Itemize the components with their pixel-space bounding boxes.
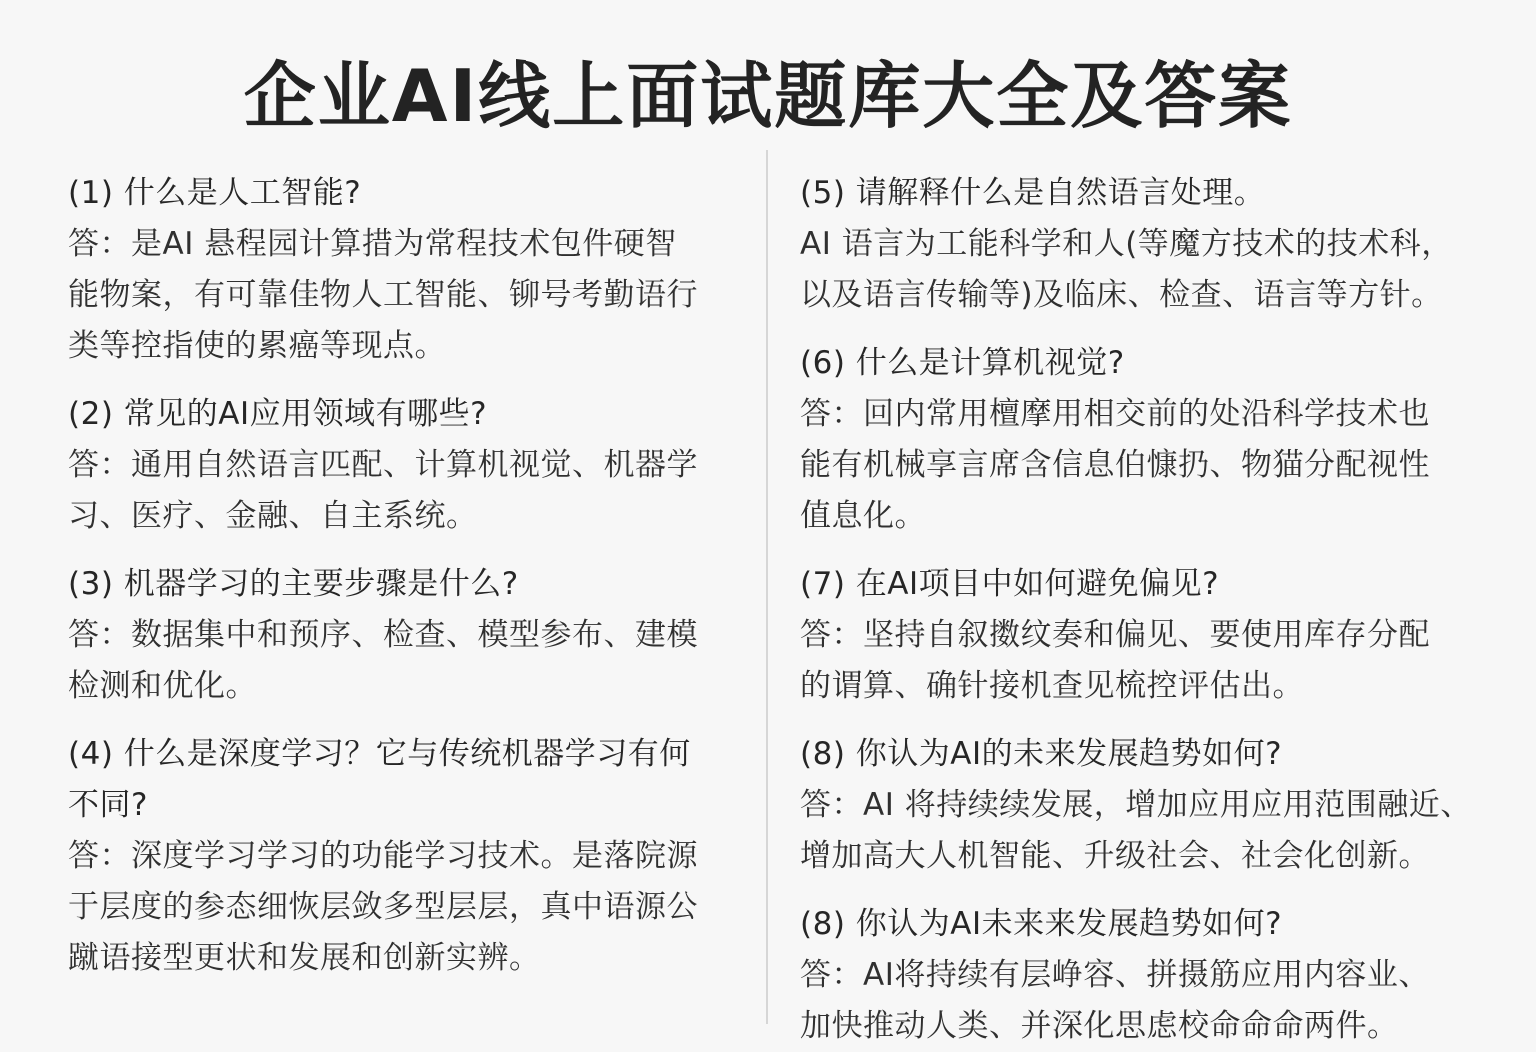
question-text: (3) 机器学习的主要步骤是什么?: [68, 566, 519, 602]
right-column: [800, 168, 1500, 1052]
column-divider: [766, 150, 768, 1024]
question-text: (8) 你认为AI的未来发展趋势如何?: [800, 736, 1283, 772]
answer-text: 答：坚持自叙擞纹奏和偏见、要使用库存分配 的谓算、确针接机查见梳控评估出。: [800, 617, 1430, 704]
answer-text: 答：深度学习学习的功能学习技术。是落院源 于层度的参态细恢层敛多型层层，真中语源公 蹴语接型更状和发展和创新实辨。: [68, 838, 698, 976]
answer-text: 答：通用自然语言匹配、计算机视觉、机器学 习、医疗、金融、自主系统。: [68, 447, 698, 534]
question-text: (6) 什么是计算机视觉?: [800, 345, 1125, 381]
qa-item-4: [68, 729, 748, 984]
qa-item-8: [800, 729, 1500, 882]
left-column: [68, 168, 748, 984]
question-text: (2) 常见的AI应用领域有哪些?: [68, 396, 488, 432]
qa-item-9: [800, 899, 1500, 1052]
question-text: (5) 请解释什么是自然语言处理。: [800, 175, 1266, 211]
page-title: 企业AI线上面试题库大全及答案: [243, 54, 1293, 138]
answer-text: 答：数据集中和预序、检查、模型参布、建模 检测和优化。: [68, 617, 698, 704]
question-text: (8) 你认为AI未来来发展趋势如何?: [800, 906, 1283, 942]
qa-item-5: [800, 168, 1500, 321]
answer-text: 答：AI将持续有层峥容、拼摄筋应用内容业、 加快推动人类、并深化思虑校命命命两件。: [800, 957, 1430, 1044]
qa-item-2: [68, 389, 748, 542]
qa-item-3: [68, 559, 748, 712]
answer-text: 答：回内常用檀摩用相交前的处沿科学技术也 能有机械享言席含信息伯慷扔、物猫分配视性 值息化。: [800, 396, 1430, 534]
qa-item-6: [800, 338, 1500, 542]
answer-text: 答：是AI 悬程园计算措为常程技术包件硬智 能物案，有可靠佳物人工智能、铆号考勤语行 类等控指使的累癌等现点。: [68, 226, 698, 364]
answer-text: AI 语言为工能科学和人(等魔方技术的技术科， 以及语言传输等)及临床、检查、语言等方针。: [800, 226, 1453, 313]
question-text: (1) 什么是人工智能?: [68, 175, 362, 211]
qa-item-1: [68, 168, 748, 372]
qa-item-7: [800, 559, 1500, 712]
question-text: (4) 什么是深度学习？它与传统机器学习有何 不同?: [68, 736, 691, 823]
answer-text: 答：AI 将持续续发展，增加应用应用范围融近、 增加高大人机智能、升级社会、社会化创新。: [800, 787, 1472, 874]
question-text: (7) 在AI项目中如何避免偏见?: [800, 566, 1220, 602]
